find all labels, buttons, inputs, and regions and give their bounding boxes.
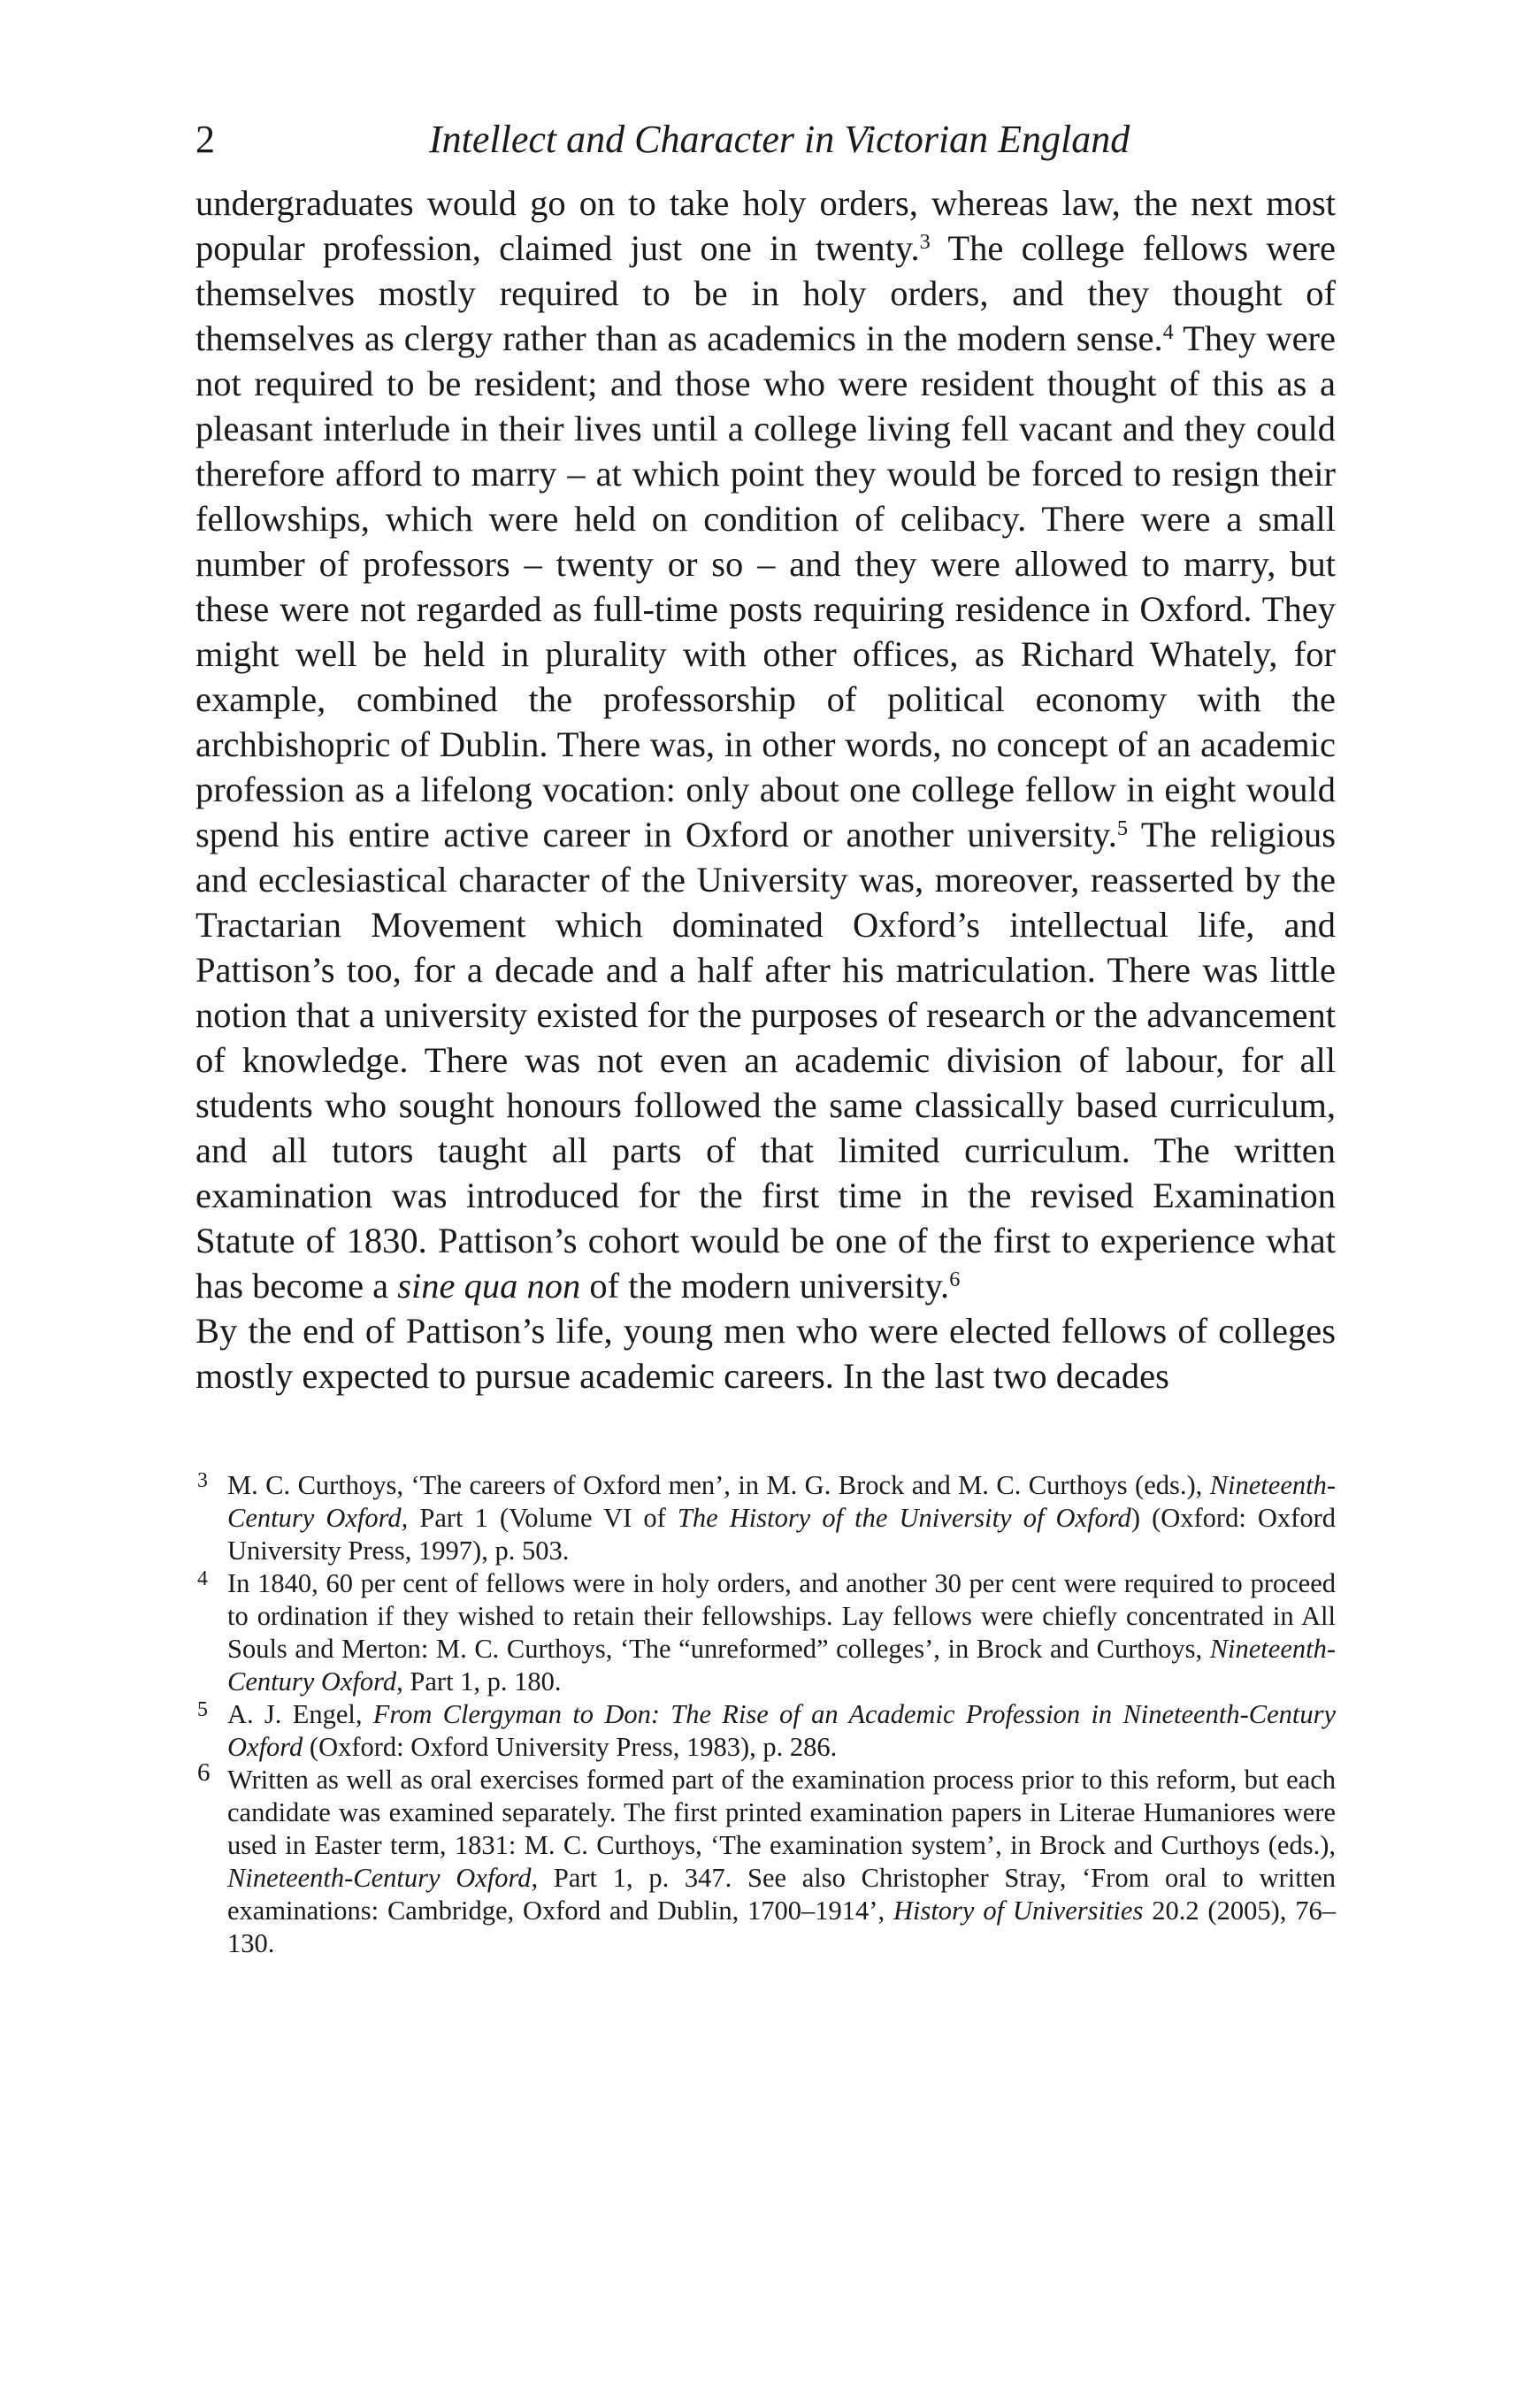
footnote-text: Part 1, p. 180. xyxy=(402,1666,562,1697)
footnote-ref-6[interactable]: 6 xyxy=(949,1267,961,1291)
footnote-text: 20.2 (2005), 76–130. xyxy=(227,1896,1336,1958)
footnote-italic: Nineteenth-Century Oxford, xyxy=(227,1634,1336,1697)
running-title: Intellect and Character in Victorian England xyxy=(429,118,1130,161)
footnote-text: M. C. Curthoys, ‘The careers of Oxford men’, in M. G. Brock and M. C. Curthoys (eds.), xyxy=(227,1470,1210,1500)
footnotes xyxy=(195,1469,1336,1960)
footnote-text: A. J. Engel, xyxy=(227,1699,373,1729)
running-head xyxy=(195,106,1336,173)
paragraph-1-sentence-1: undergraduates would go on to take holy orders, whereas law, the next most popular profession, claimed just one in twenty. xyxy=(195,183,1336,268)
footnote-text: Part 1 (Volume VI of xyxy=(408,1503,678,1533)
footnote-ref-3[interactable]: 3 xyxy=(919,229,931,254)
footnote-italic: The History of the University of Oxford xyxy=(677,1503,1131,1533)
page-number: 2 xyxy=(195,118,215,161)
paragraph-2: By the end of Pattison’s life, young men who were elected fellows of colleges mostly expected to pursue academic careers. In the last two decades xyxy=(195,1311,1336,1396)
footnote-3 xyxy=(195,1469,1336,1567)
footnote-text: Written as well as oral exercises formed part of the examination process prior to this reform, but each candidate was examined separately. The first printed examination papers in Literae Humaniores were used in Easter term, 1831: M. C. Curthoys, ‘The examination system’, in Brock and Curthoys (eds.), xyxy=(227,1765,1336,1860)
footnote-ref-4[interactable]: 4 xyxy=(1162,319,1174,344)
paragraph-1-sentence-4: The religious and ecclesiastical character of the University was, moreover, reasserted by the Tractarian Movement which dominated Oxford’s intellectual life, and Pattison’s too, for a decade and a half after his matriculation. There was little notion that a university existed for the purposes of research or the advancement of knowledge. There was not even an academic division of labour, for all students who sought honours followed the same classically based curriculum, and all tutors taught all parts of that limited curriculum. The written examination was introduced for the first time in the revised Examination Statute of 1830. Pattison’s cohort would be one of the first to experience what has become a xyxy=(195,815,1336,1306)
footnote-number: 5 xyxy=(197,1698,208,1721)
footnote-text: Part 1, p. 347. See also Christopher Stray, ‘From oral to written examinations: Cambridge, Oxford and Dublin, 1700–1914’, xyxy=(227,1863,1336,1926)
footnote-italic: Nineteenth-Century Oxford, xyxy=(227,1863,539,1893)
paragraph-1-sentence-5: of the modern university. xyxy=(580,1266,950,1306)
book-page xyxy=(195,106,1336,1960)
footnote-italic: Nineteenth-Century Oxford, xyxy=(227,1470,1336,1533)
paragraph-1-italic-phrase: sine qua non xyxy=(397,1266,581,1306)
footnote-number: 3 xyxy=(197,1469,208,1492)
footnote-italic: History of Universities xyxy=(893,1896,1144,1926)
paragraph-1-sentence-2: The college fellows were themselves mostly required to be in holy orders, and they thought of themselves as clergy rather than as academics in the modern sense. xyxy=(195,228,1337,358)
body-text xyxy=(195,180,1336,1398)
footnote-6 xyxy=(195,1758,1336,1960)
footnote-number: 4 xyxy=(197,1567,208,1590)
footnote-text: ) (Oxford: Oxford University Press, 1997), p. 503. xyxy=(227,1503,1336,1566)
footnote-5 xyxy=(195,1698,1336,1764)
footnote-italic: From Clergyman to Don: The Rise of an Academic Profession in Nineteenth-Century Oxford xyxy=(227,1699,1336,1762)
paragraph-1-sentence-3: They were not required to be resident; and those who were resident thought of this as a pleasant interlude in their lives until a college living fell vacant and they could therefore afford to marry – at which point they would be forced to resign their fellowships, which were held on condition of celibacy. There were a small number of professors – twenty or so – and they were allowed to marry, but these were not regarded as full-time posts requiring residence in Oxford. They might well be held in plurality with other offices, as Richard Whately, for example, combined the professorship of political economy with the archbishopric of Dublin. There was, in other words, no concept of an academic profession as a lifelong vocation: only about one college fellow in eight would spend his entire active career in Oxford or another university. xyxy=(195,318,1337,854)
footnote-ref-5[interactable]: 5 xyxy=(1116,816,1129,840)
footnote-text: In 1840, 60 per cent of fellows were in holy orders, and another 30 per cent were required to proceed to ordination if they wished to retain their fellowships. Lay fellows were chiefly concentrated in All Souls and Merton: M. C. Curthoys, ‘The “unreformed” colleges’, in Brock and Curthoys, xyxy=(227,1568,1336,1664)
footnote-number: 6 xyxy=(197,1758,211,1787)
footnote-text: (Oxford: Oxford University Press, 1983), p. 286. xyxy=(303,1732,838,1762)
footnote-4 xyxy=(195,1567,1336,1698)
paragraph-1 xyxy=(195,180,1336,1308)
